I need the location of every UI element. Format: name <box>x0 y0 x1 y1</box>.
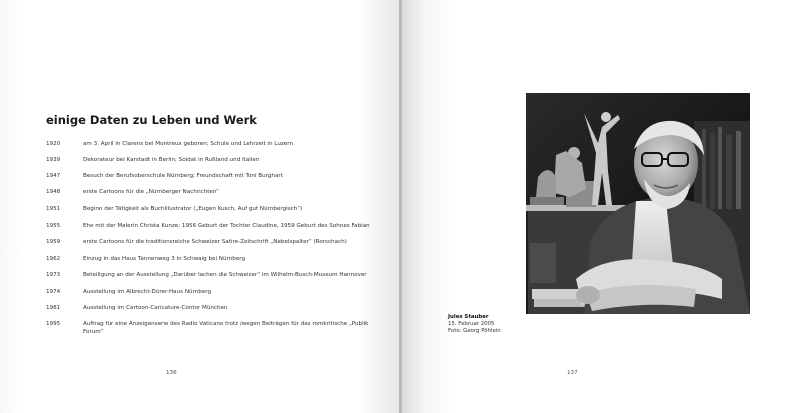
page-number-left: 136 <box>166 370 177 376</box>
entry-year: 1939 <box>46 157 61 163</box>
entry-text: am 3. April in Clarens bei Montreux geboren; Schule und Lehrzeit in Luzern <box>83 141 293 147</box>
entry-year: 1981 <box>46 305 61 311</box>
photo-caption <box>448 314 501 336</box>
entry-text: Ausstellung im Cartoon-Caricature-Contor München <box>83 305 228 311</box>
entry-text: Ausstellung im Albrecht-Dürer-Haus Nürnberg <box>83 289 212 295</box>
entry-text: Beteiligung an der Ausstellung „Darüber lachen die Schweizer“ im Wilhelm-Busch-Museum Hannover <box>83 272 367 278</box>
entry-year: 1973 <box>46 272 61 278</box>
entry-year: 1995 <box>46 321 61 327</box>
entry-year: 1962 <box>46 256 61 262</box>
entry-text: Einzug in das Haus Tannenweg 3 in Schwaig bei Nürnberg <box>83 256 246 262</box>
caption-name: Jules Stauber <box>448 314 489 320</box>
caption-credit: Foto: Georg Pöhlein <box>448 328 501 335</box>
entry-year: 1974 <box>46 289 61 295</box>
entry-year: 1955 <box>46 223 61 229</box>
entry-text: Auftrag für eine Anzeigenserie des Radio Vaticano trotz /wegen Beiträgen für das romkritische „Publik Forum“ <box>83 321 369 335</box>
entry-text: erste Cartoons für die traditionsreiche Schweizer Satire-Zeitschrift „Nebelspalter“ (Rorschach) <box>83 239 347 245</box>
entry-year: 1951 <box>46 206 61 212</box>
portrait-photo-icon <box>526 93 750 314</box>
entry-year: 1947 <box>46 173 61 179</box>
section-heading: einige Daten zu Leben und Werk <box>46 113 257 127</box>
entry-text: Besuch der Berufsoberschule Nürnberg; Freundschaft mit Toni Burghart <box>83 173 283 179</box>
caption-date: 15. Februar 2005 <box>448 321 495 328</box>
entry-year: 1959 <box>46 239 61 245</box>
page-number-right: 137 <box>567 370 578 376</box>
entry-text: erste Cartoons für die „Nürnberger Nachrichten“ <box>83 189 219 195</box>
entry-text: Ehe mit der Malerin Christa Kunze; 1956 Geburt der Tochter Claudine, 1959 Geburt des Sohnes Fabian <box>83 223 370 229</box>
entry-year: 1920 <box>46 141 61 147</box>
entry-text: Beginn der Tätigkeit als Buchillustrator („Eugen Kusch, Auf gut Nürnbergisch“) <box>83 206 303 212</box>
entry-year: 1948 <box>46 189 61 195</box>
entry-text: Dekorateur bei Karstadt in Berlin; Soldat in Rußland und Italien <box>83 157 260 163</box>
